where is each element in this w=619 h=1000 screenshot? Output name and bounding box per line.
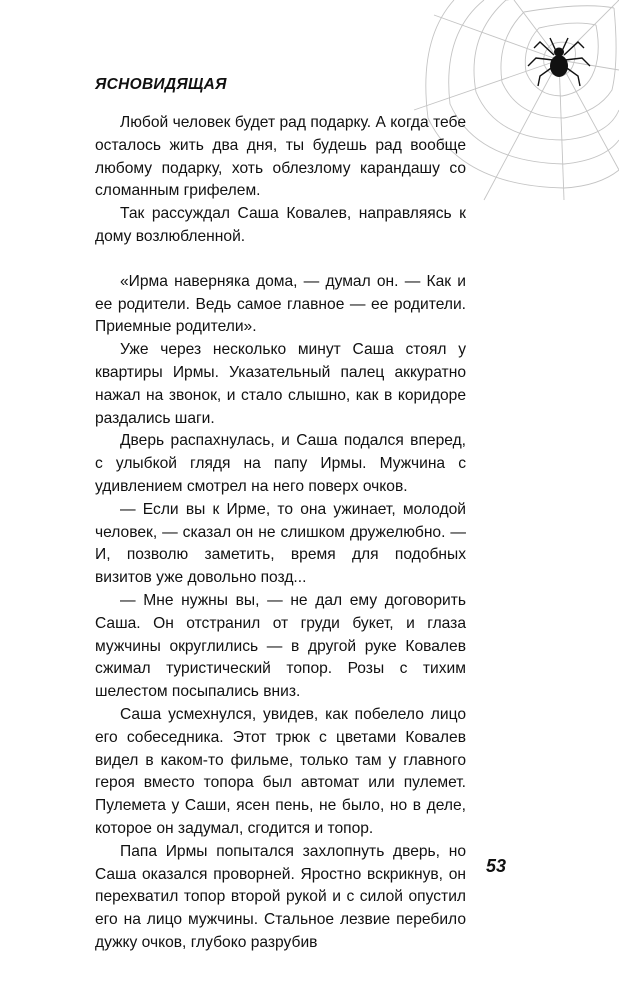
paragraph: Дверь распахнулась, и Саша подался вперед, с улыбкой глядя на папу Ирмы. Мужчина с удивлением смотрел на него поверх очков. <box>95 432 466 495</box>
paragraph: Так рассуждал Саша Ковалев, направляясь к дому возлюбленной. <box>95 205 466 245</box>
paragraph: — Мне нужны вы, — не дал ему договорить Саша. Он отстранил от груди букет, и глаза мужчины округлились — в другой руке Ковалев сжимал туристический топор. Розы с тихим шелестом посыпались вниз. <box>95 591 466 701</box>
paragraph: Папа Ирмы попытался захлопнуть дверь, но Саша оказался проворней. Яростно вскрикнув, он перехватил топор второй рукой и с силой опустил его на лицо мужчины. Стальное лезвие перебило дужку очков, глубоко разрубив <box>95 842 466 951</box>
body-text <box>95 112 466 955</box>
paragraph: Уже через несколько минут Саша стоял у квартиры Ирмы. Указательный палец аккуратно нажал на звонок, и стало слышно, как в коридоре раздались шаги. <box>95 341 466 427</box>
running-head-title: ЯСНОВИДЯЩАЯ <box>95 76 227 93</box>
paragraph: «Ирма наверняка дома, — думал он. — Как и ее родители. Ведь самое главное — ее родители. Приемные родители». <box>95 272 466 336</box>
paragraph: Саша усмехнулся, увидев, как побелело лицо его собеседника. Этот трюк с цветами Ковалев видел в каком-то фильме, только там у главного героя вместо топора был автомат или пулемет. Пулемета у Саши, ясен пень, не было, но в деле, которое он задумал, сгодится и топор. <box>95 705 466 837</box>
page-number: 53 <box>486 856 507 876</box>
paragraph: — Если вы к Ирме, то она ужинает, молодой человек, — сказал он не слишком дружелюбно. — И, позволю заметить, время для подобных визитов уже довольно позд... <box>95 500 466 587</box>
paragraph: Любой человек будет рад подарку. А когда тебе осталось жить два дня, ты будешь рад вообще любому подарку, хоть облезлому карандашу со сломанным грифелем. <box>95 114 466 200</box>
